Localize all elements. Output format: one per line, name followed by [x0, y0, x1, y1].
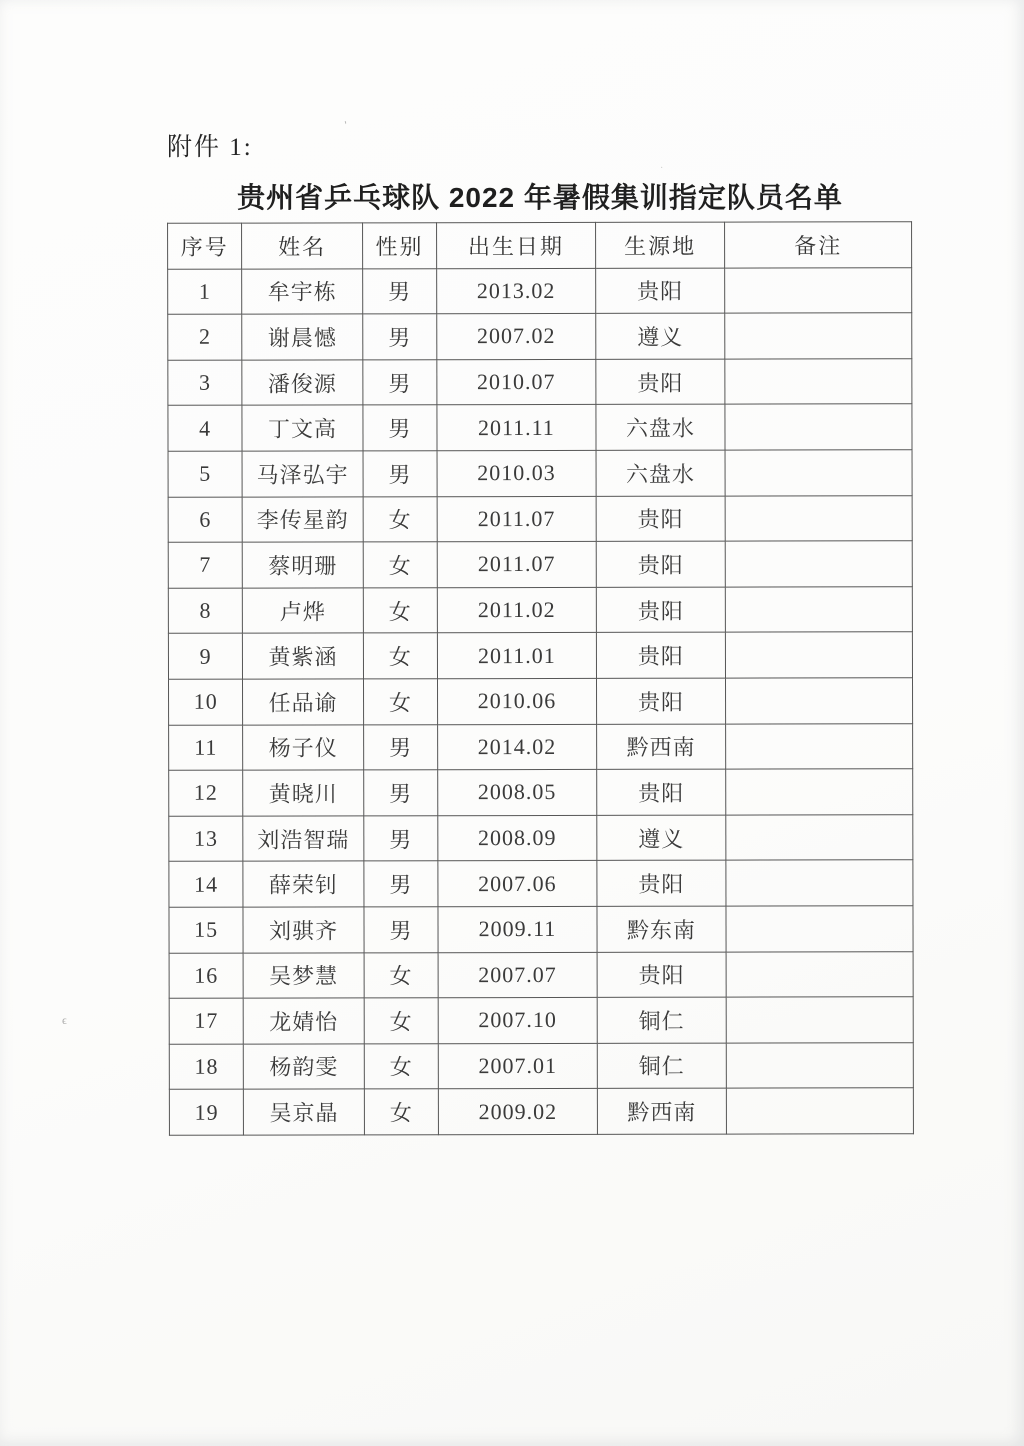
table-cell	[726, 632, 913, 678]
table-row	[168, 541, 912, 588]
table-cell: 2007.06	[438, 861, 597, 907]
table-row	[169, 906, 913, 953]
table-cell: 12	[169, 770, 243, 816]
column-header: 出生日期	[437, 222, 596, 268]
scan-speck: `	[337, 118, 350, 133]
table-row	[169, 1088, 913, 1135]
table-cell: 贵阳	[596, 678, 726, 724]
column-header: 序号	[168, 223, 242, 269]
table-body	[168, 267, 914, 1135]
table-cell	[726, 1042, 913, 1088]
table-cell: 19	[169, 1089, 243, 1135]
table-cell: 蔡明珊	[243, 542, 364, 588]
table-cell	[727, 1088, 914, 1134]
table-cell: 黄紫涵	[243, 633, 364, 679]
table-cell: 六盘水	[596, 450, 726, 496]
table-cell: 杨韵雯	[244, 1044, 365, 1090]
table-cell: 女	[363, 542, 437, 588]
table-cell: 六盘水	[596, 404, 726, 450]
table-cell: 遵义	[596, 815, 726, 861]
attachment-label: 附件 1:	[167, 134, 253, 161]
table-cell	[725, 450, 912, 496]
table-cell: 男	[363, 405, 437, 451]
table-cell: 女	[363, 633, 437, 679]
table-row	[169, 769, 913, 816]
table-cell: 刘浩智瑞	[243, 816, 364, 862]
table-cell: 8	[168, 588, 242, 634]
table-cell: 女	[364, 1043, 438, 1089]
table-cell: 铜仁	[597, 997, 727, 1043]
table-cell: 男	[363, 770, 437, 816]
table-cell: 2007.01	[438, 1043, 597, 1089]
table-cell: 女	[363, 496, 437, 542]
table-cell: 马泽弘宇	[242, 451, 363, 497]
table-cell: 2014.02	[438, 724, 597, 770]
table-row	[168, 586, 912, 633]
table-cell: 2011.07	[437, 542, 596, 588]
table-cell: 14	[169, 861, 243, 907]
table-cell: 龙婧怡	[243, 998, 364, 1044]
column-header: 生源地	[595, 222, 725, 268]
table-cell: 贵阳	[596, 587, 726, 633]
table-cell: 5	[168, 451, 242, 497]
table-cell: 3	[168, 360, 242, 406]
scan-speck: ·	[660, 163, 664, 174]
table-cell: 薛荣钊	[243, 861, 364, 907]
table-cell: 2010.06	[438, 678, 597, 724]
table-cell: 男	[362, 268, 436, 314]
table-cell: 2010.07	[437, 359, 596, 405]
table-cell: 卢烨	[243, 588, 364, 634]
table-cell	[726, 678, 913, 724]
column-header: 备注	[725, 222, 912, 268]
table-cell: 黔西南	[597, 1088, 727, 1134]
table-cell: 吴京晶	[244, 1089, 365, 1135]
table-row	[168, 313, 912, 360]
table-cell: 男	[363, 451, 437, 497]
table-cell: 贵阳	[596, 496, 726, 542]
table-cell: 7	[168, 542, 242, 588]
table-cell: 4	[168, 405, 242, 451]
table-cell: 男	[363, 314, 437, 360]
table-cell: 牟宇栋	[242, 268, 363, 314]
table-cell	[726, 723, 913, 769]
table-cell: 铜仁	[597, 1043, 727, 1089]
table-cell: 17	[169, 998, 243, 1044]
table-cell: 女	[363, 587, 437, 633]
column-header: 性别	[362, 223, 436, 269]
table-cell: 2009.02	[438, 1089, 597, 1135]
table-cell: 黔东南	[597, 906, 727, 952]
table-cell: 贵阳	[595, 268, 725, 314]
table-row	[169, 678, 913, 725]
table-cell: 女	[364, 1089, 438, 1135]
table-row	[169, 723, 913, 770]
table-row	[168, 267, 912, 314]
table-row	[169, 860, 913, 907]
table-row	[168, 359, 912, 406]
table-cell: 黄晓川	[243, 770, 364, 816]
table-cell: 任品谕	[243, 679, 364, 725]
table-row	[169, 1042, 913, 1089]
table-row	[168, 404, 912, 451]
table-cell: 贵阳	[597, 860, 727, 906]
table-header-row	[168, 222, 912, 269]
table-row	[168, 450, 912, 497]
document-title: 贵州省乒乓球队 2022 年暑假集训指定队员名单	[237, 182, 843, 213]
table-cell: 谢晨憾	[242, 314, 363, 360]
table-cell	[726, 586, 913, 632]
table-cell: 10	[169, 679, 243, 725]
table-cell: 18	[169, 1044, 243, 1090]
table-cell: 1	[168, 269, 242, 315]
table-cell: 刘骐齐	[243, 907, 364, 953]
table-cell: 黔西南	[596, 724, 726, 770]
table-row	[169, 997, 913, 1044]
table-cell: 2011.11	[437, 405, 596, 451]
table-cell: 贵阳	[596, 359, 726, 405]
table-cell	[725, 267, 912, 313]
table-cell: 贵阳	[596, 632, 726, 678]
table-cell: 男	[364, 861, 438, 907]
table-cell	[725, 404, 912, 450]
table-cell: 9	[168, 633, 242, 679]
table-cell: 15	[169, 907, 243, 953]
table-cell: 11	[169, 725, 243, 771]
table-row	[169, 814, 913, 861]
scan-speck: ϵ	[62, 1013, 67, 1027]
table-cell	[725, 359, 912, 405]
table-cell: 2008.09	[438, 815, 597, 861]
table-row	[168, 632, 912, 679]
table-cell: 16	[169, 953, 243, 999]
player-roster-table	[167, 221, 914, 1135]
table-cell: 遵义	[595, 313, 725, 359]
table-cell: 2011.02	[437, 587, 596, 633]
table-cell: 女	[364, 952, 438, 998]
table-row	[169, 951, 913, 998]
table-cell: 潘俊源	[242, 360, 363, 406]
column-header: 姓名	[242, 223, 363, 269]
table-cell: 男	[363, 724, 437, 770]
table-cell	[725, 495, 912, 541]
table-cell: 2007.07	[438, 952, 597, 998]
table-cell	[726, 769, 913, 815]
table-cell: 女	[363, 679, 437, 725]
table-cell: 男	[364, 907, 438, 953]
table-cell: 2013.02	[437, 268, 596, 314]
table-cell: 丁文高	[242, 405, 363, 451]
table-cell: 贵阳	[597, 952, 727, 998]
table-cell: 2008.05	[438, 770, 597, 816]
table-cell	[725, 313, 912, 359]
table-cell	[726, 906, 913, 952]
table-cell: 女	[364, 998, 438, 1044]
table-cell: 2007.10	[438, 997, 597, 1043]
table-cell: 6	[168, 497, 242, 543]
table-cell: 贵阳	[596, 541, 726, 587]
table-row	[168, 495, 912, 542]
table-cell	[726, 997, 913, 1043]
table-cell	[726, 951, 913, 997]
table-cell	[726, 860, 913, 906]
table-cell: 2009.11	[438, 906, 597, 952]
table-cell: 2007.02	[437, 314, 596, 360]
table-cell: 2	[168, 314, 242, 360]
table-cell: 2011.07	[437, 496, 596, 542]
table-cell: 2011.01	[437, 633, 596, 679]
table-cell: 吴梦慧	[243, 952, 364, 998]
table-cell: 杨子仪	[243, 724, 364, 770]
table-cell: 李传星韵	[242, 496, 363, 542]
table-cell	[725, 541, 912, 587]
table-cell: 男	[363, 359, 437, 405]
table-cell	[726, 814, 913, 860]
table-cell: 男	[364, 815, 438, 861]
table-cell: 2010.03	[437, 450, 596, 496]
table-cell: 贵阳	[596, 769, 726, 815]
table-cell: 13	[169, 816, 243, 862]
